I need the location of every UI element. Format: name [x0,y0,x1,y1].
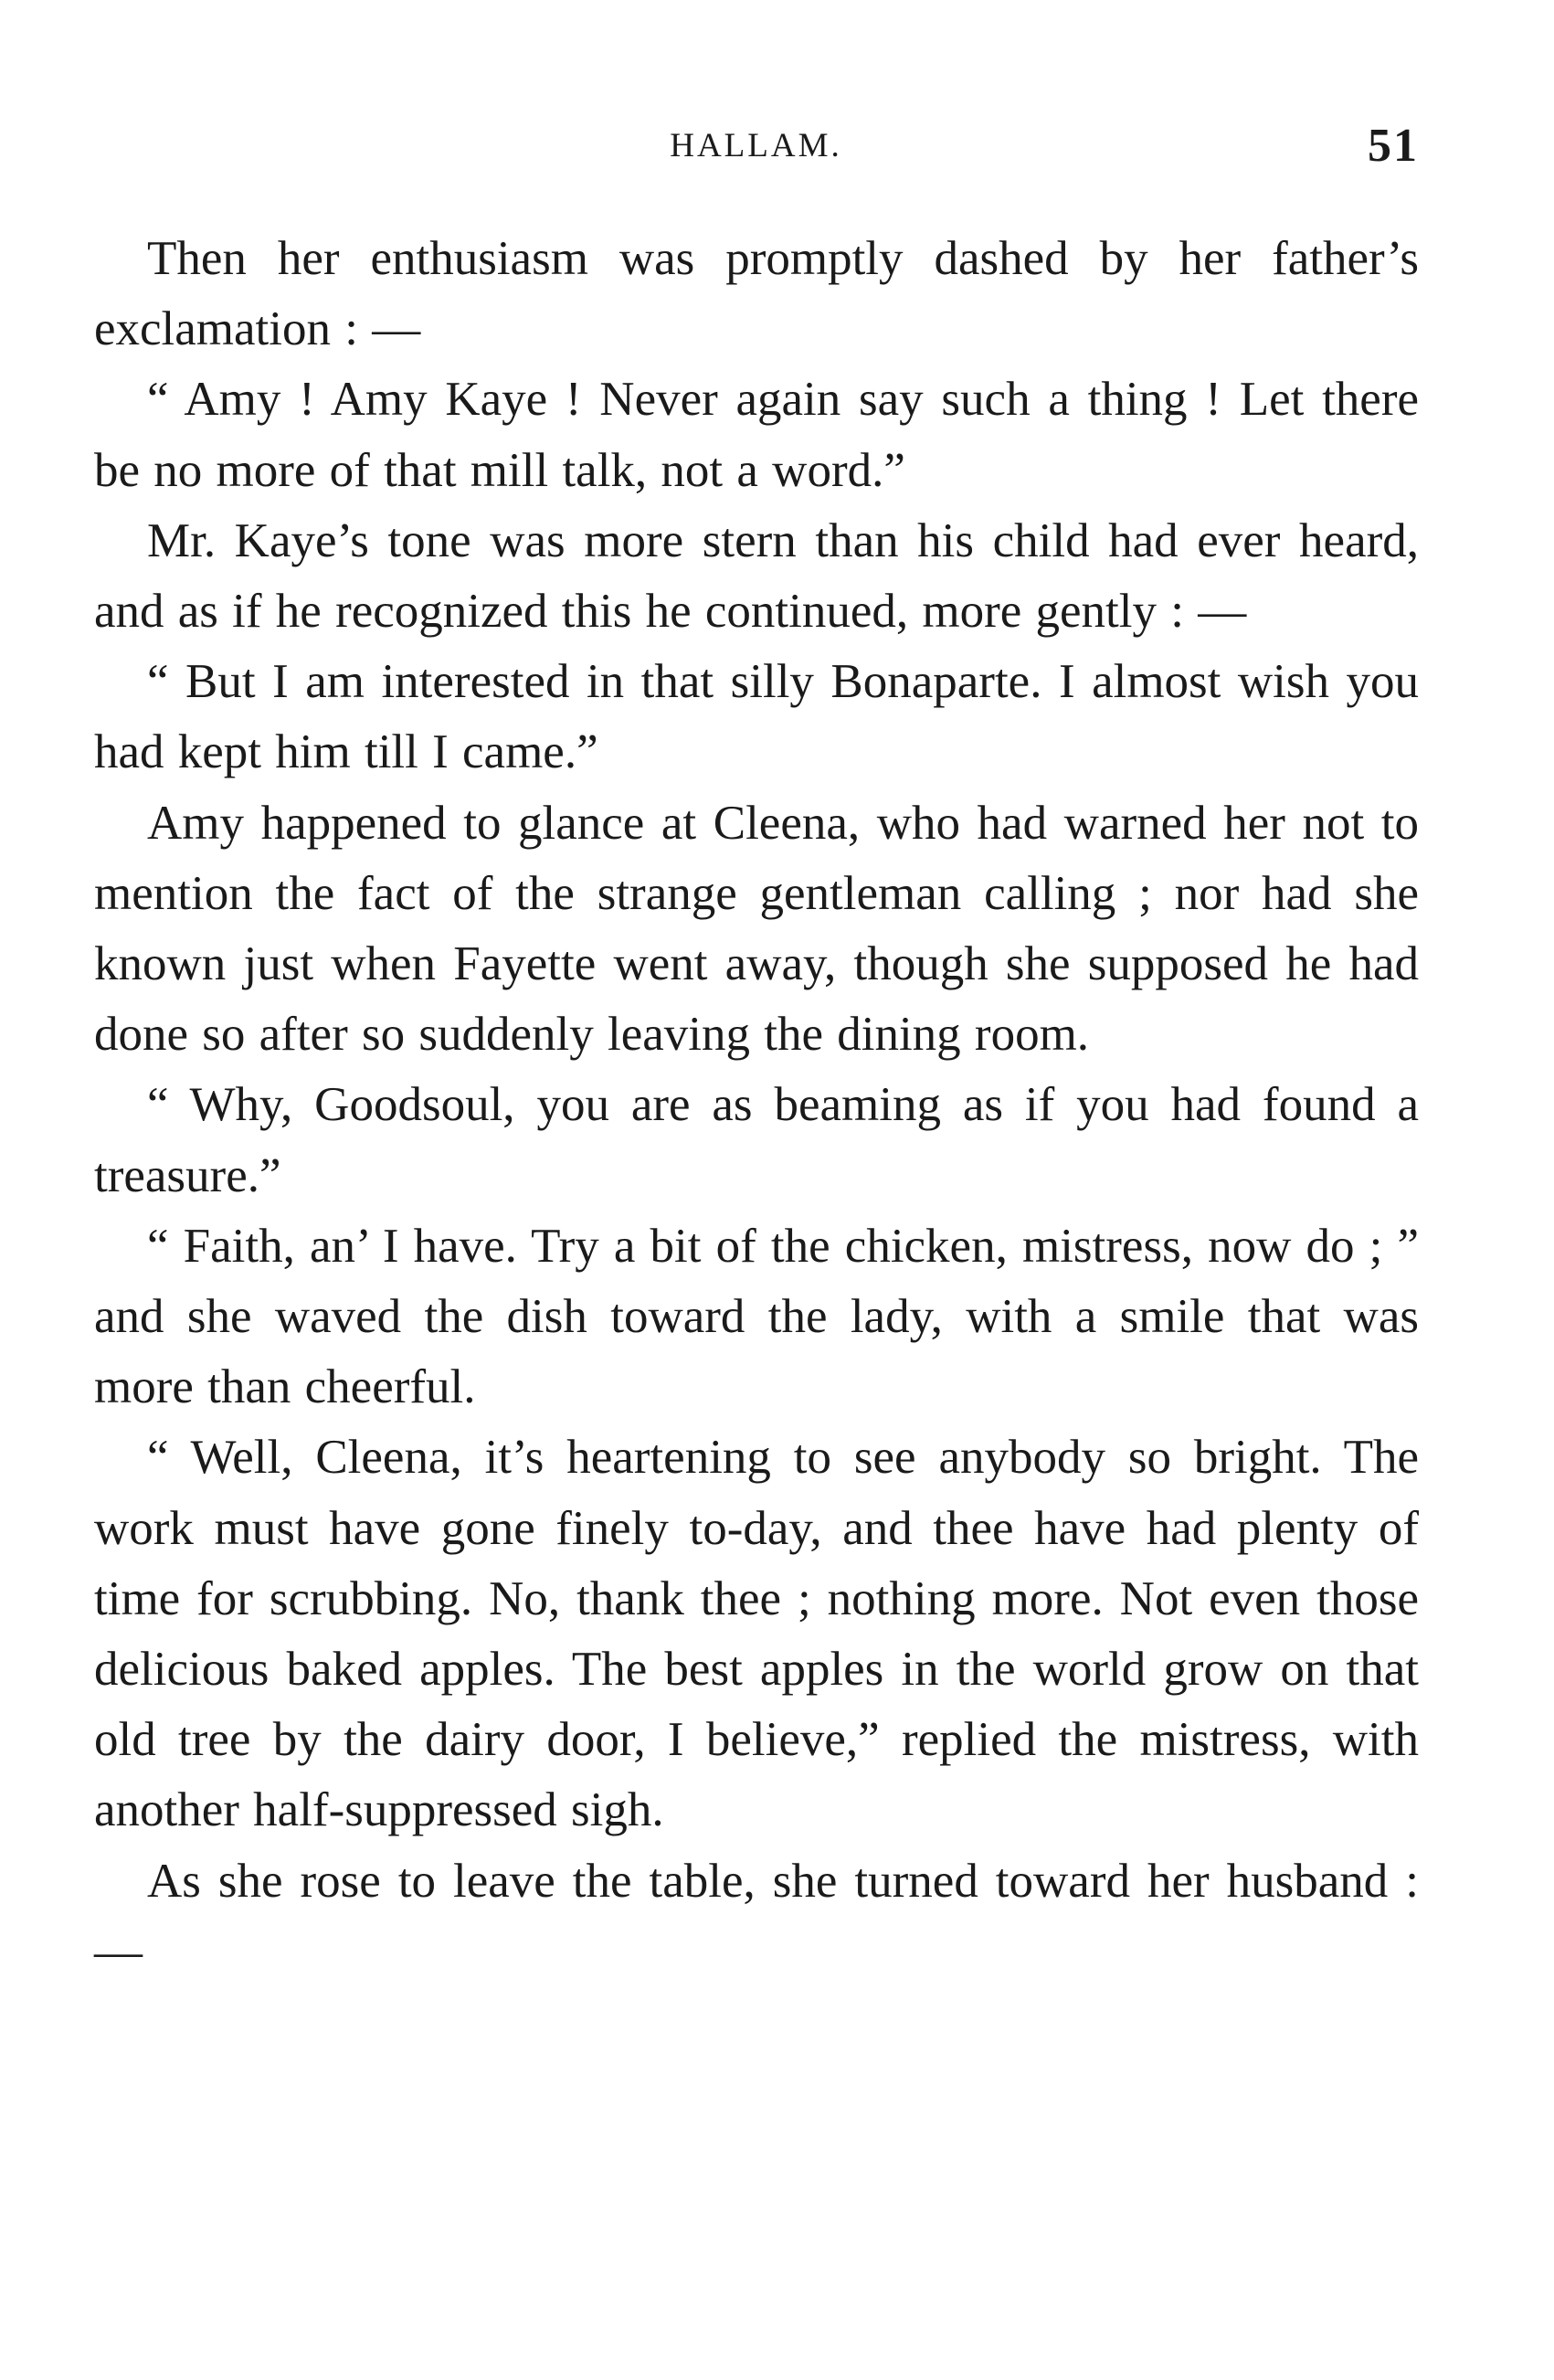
paragraph: As she rose to leave the table, she turned toward her husband : — [94,1854,1419,1978]
paragraph: “ Well, Cleena, it’s heartening to see anybody so bright. The work must have gone finely to-day, and thee have had plenty of time for scrubbing. No, thank thee ; nothing more. Not even those delicious baked apples. The best apples in the world grow on that old tree by the dairy door, I believe,” replied the mistress, with another half-suppressed sigh. [94,1431,1419,1837]
running-header [91,119,1421,174]
paragraph: Amy happened to glance at Cleena, who had warned her not to mention the fact of the strange gentleman calling ; nor had she known just when Fayette went away, though she supposed he had done so after so suddenly leaving the dining room. [94,796,1419,1062]
body-text [94,224,1419,1987]
running-title: HALLAM. [670,127,842,164]
paragraph: “ Amy ! Amy Kaye ! Never again say such a thing ! Let there be no more of that mill talk, not a word.” [94,373,1419,497]
paragraph: “ Faith, an’ I have. Try a bit of the chicken, mistress, now do ; ” and she waved the dish toward the lady, with a smile that was more than cheerful. [94,1219,1419,1414]
paragraph: “ But I am interested in that silly Bonaparte. I almost wish you had kept him till I came.” [94,655,1419,779]
paragraph: Then her enthusiasm was promptly dashed by her father’s exclamation : — [94,232,1419,356]
paragraph: “ Why, Goodsoul, you are as beaming as if you had found a treasure.” [94,1078,1419,1202]
paragraph: Mr. Kaye’s tone was more stern than his child had ever heard, and as if he recognized this he continued, more gently : — [94,513,1419,639]
page-number: 51 [1368,120,1419,172]
